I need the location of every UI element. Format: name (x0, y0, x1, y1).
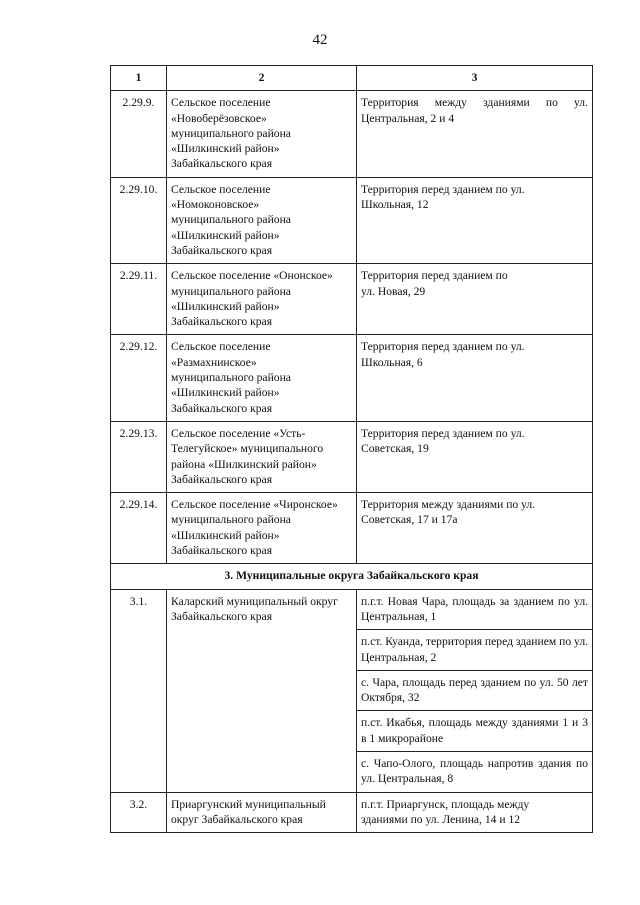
okrug-name: Приаргунский муниципальный округ Забайкальского края (167, 792, 357, 833)
territory-description: Территория перед зданием по ул. Новая, 29 (357, 264, 593, 335)
territory-description: Территория перед зданием по ул. Школьная, 12 (357, 177, 593, 263)
location-entry: п.г.т. Новая Чара, площадь за зданием по ул. Центральная, 1 (357, 589, 593, 630)
row-number: 2.29.13. (111, 421, 167, 492)
section-row (111, 564, 593, 589)
territory-description: Территория перед зданием по ул. Школьная, 6 (357, 335, 593, 421)
settlement-name: Сельское поселение «Ононское» муниципального района «Шилкинский район» Забайкальского края (167, 264, 357, 335)
table-header-row (111, 66, 593, 91)
settlement-name: Сельское поселение «Усть- Телегуйское» муниципального района «Шилкинский район» Забайкальского края (167, 421, 357, 492)
table-row (111, 493, 593, 564)
table-row (111, 421, 593, 492)
row-number: 3.1. (111, 589, 167, 792)
row-number: 2.29.11. (111, 264, 167, 335)
column-header-1: 1 (111, 66, 167, 91)
territory-description: Территория между зданиями по ул. Центральная, 2 и 4 (357, 91, 593, 177)
row-number: 3.2. (111, 792, 167, 833)
row-number: 2.29.14. (111, 493, 167, 564)
row-number: 2.29.10. (111, 177, 167, 263)
location-entry: п.ст. Куанда, территория перед зданием по ул. Центральная, 2 (357, 630, 593, 671)
section-title: 3. Муниципальные округа Забайкальского края (111, 564, 593, 589)
column-header-3: 3 (357, 66, 593, 91)
location-entry: с. Чапо-Олого, площадь напротив здания по ул. Центральная, 8 (357, 751, 593, 792)
settlement-name: Сельское поселение «Размахнинское» муниципального района «Шилкинский район» Забайкальского края (167, 335, 357, 421)
territory-description: Территория перед зданием по ул. Советская, 19 (357, 421, 593, 492)
row-number: 2.29.12. (111, 335, 167, 421)
territory-description: п.г.т. Приаргунск, площадь между зданиями по ул. Ленина, 14 и 12 (357, 792, 593, 833)
row-number: 2.29.9. (111, 91, 167, 177)
table-row (111, 792, 593, 833)
table-row (111, 177, 593, 263)
table-row (111, 589, 593, 630)
settlement-name: Сельское поселение «Новоберёзовское» муниципального района «Шилкинский район» Забайкальского края (167, 91, 357, 177)
location-entry: с. Чара, площадь перед зданием по ул. 50 лет Октября, 32 (357, 670, 593, 711)
column-header-2: 2 (167, 66, 357, 91)
page-number: 42 (312, 32, 328, 48)
table-row (111, 91, 593, 177)
table-row (111, 335, 593, 421)
okrug-name: Каларский муниципальный округ Забайкальского края (167, 589, 357, 792)
location-entry: п.ст. Икабья, площадь между зданиями 1 и 3 в 1 микрорайоне (357, 711, 593, 752)
settlement-name: Сельское поселение «Чиронское» муниципального района «Шилкинский район» Забайкальского края (167, 493, 357, 564)
territory-description: Территория между зданиями по ул. Советская, 17 и 17а (357, 493, 593, 564)
settlement-name: Сельское поселение «Номоконовское» муниципального района «Шилкинский район» Забайкальского края (167, 177, 357, 263)
table-row (111, 264, 593, 335)
places-table (110, 65, 593, 833)
